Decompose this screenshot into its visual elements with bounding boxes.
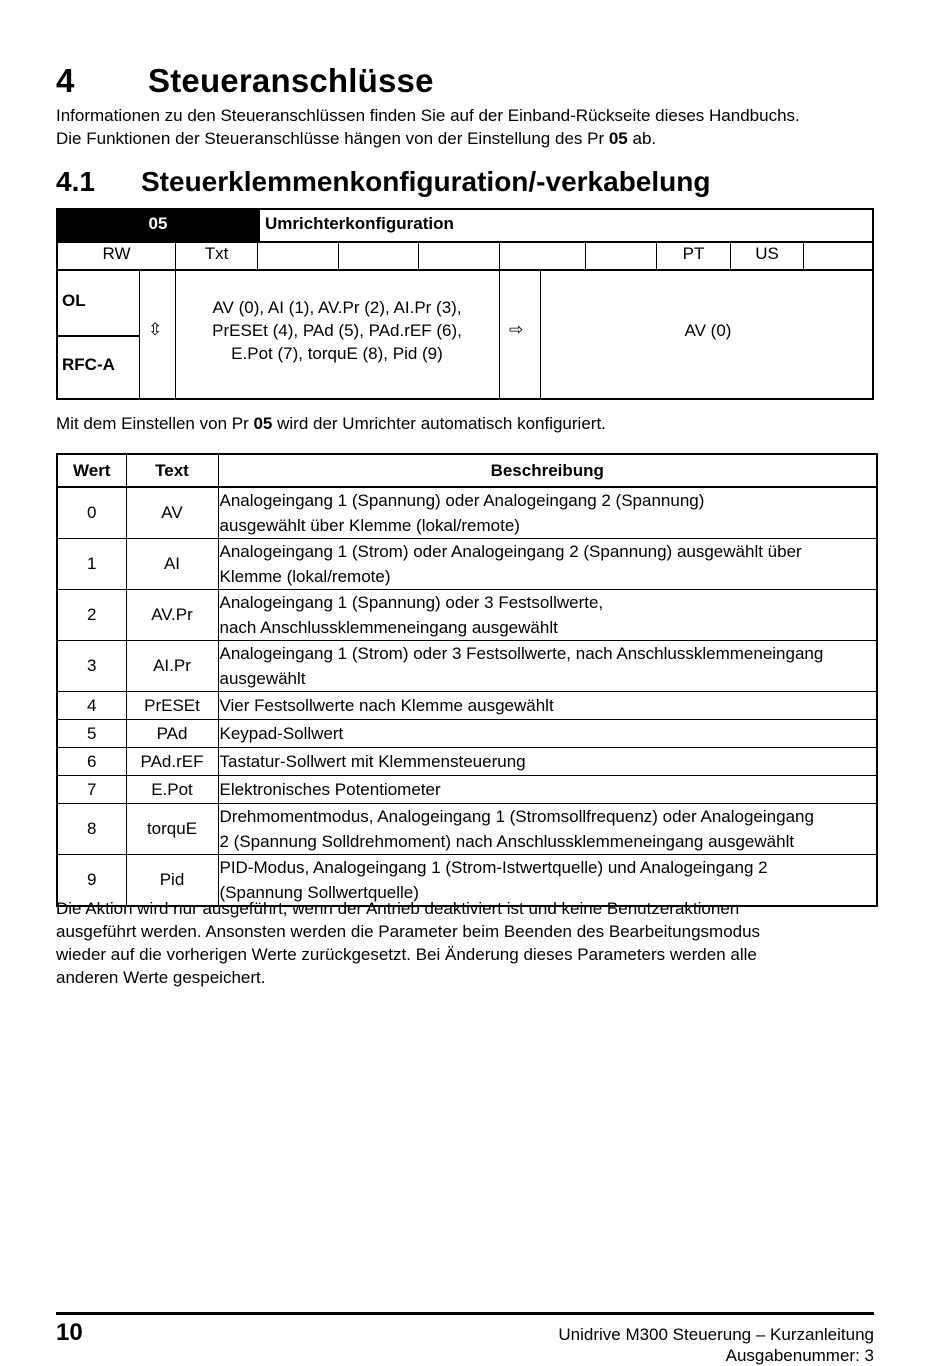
description-line: Analogeingang 1 (Strom) oder Analogeingang 2 (Spannung) ausgewählt über (219, 542, 802, 561)
section-number: 4.1 (56, 166, 95, 197)
row-description (218, 692, 877, 720)
attribute-rw: RW (58, 243, 176, 269)
attribute-empty-1 (258, 243, 339, 269)
description-line: Vier Festsollwerte nach Klemme ausgewählt (219, 696, 554, 715)
description-line: 2 (Spannung Solldrehmoment) nach Anschlussklemmeneingang ausgewählt (219, 832, 795, 851)
row-description (218, 748, 877, 776)
intro-text (56, 104, 886, 150)
row-value: 8 (57, 804, 126, 855)
parameter-box (56, 208, 874, 400)
table-row (57, 748, 877, 776)
table-header-row (57, 454, 877, 487)
row-description (218, 776, 877, 804)
row-description (218, 804, 877, 855)
table-row (57, 590, 877, 641)
description-line: Tastatur-Sollwert mit Klemmensteuerung (219, 752, 526, 771)
parameter-attributes-row (58, 243, 872, 271)
intro-param-ref: 05 (608, 129, 628, 148)
description-line: Analogeingang 1 (Strom) oder 3 Festsollwerte, nach Anschlussklemmeneingang (219, 644, 824, 663)
section-heading (56, 166, 710, 198)
attribute-us: US (731, 243, 804, 269)
parameter-default: AV (0) (684, 321, 732, 340)
table-row (57, 641, 877, 692)
table-row (57, 539, 877, 590)
row-value: 5 (57, 720, 126, 748)
attribute-pt: PT (657, 243, 731, 269)
row-text: AV (126, 487, 218, 539)
table-row (57, 776, 877, 804)
config-note-text: Mit dem Einstellen von Pr (56, 414, 254, 433)
row-value: 7 (57, 776, 126, 804)
up-down-arrow-icon: ⇳ (148, 320, 163, 339)
chapter-heading (56, 62, 434, 100)
row-text: AI.Pr (126, 641, 218, 692)
mode-ol: OL (62, 291, 86, 310)
intro-line-2-text: Die Funktionen der Steueranschlüsse hängen von der Einstellung des Pr (56, 129, 609, 148)
table-row (57, 487, 877, 539)
parameter-number: 05 (58, 210, 258, 241)
row-description (218, 720, 877, 748)
mode-divider (58, 335, 139, 337)
parameter-name: Umrichterkonfiguration (258, 210, 454, 241)
description-line: nach Anschlussklemmeneingang ausgewählt (219, 618, 558, 637)
document-title: Unidrive M300 Steuerung – Kurzanleitung (558, 1325, 874, 1344)
action-note-line-3: wieder auf die vorherigen Werte zurückgesetzt. Bei Änderung dieses Parameters werden alle (56, 945, 757, 964)
attribute-empty-5 (586, 243, 657, 269)
description-line: Keypad-Sollwert (219, 724, 344, 743)
intro-line-1: Informationen zu den Steueranschlüssen finden Sie auf der Einband-Rückseite dieses Handbuchs. (56, 106, 800, 125)
row-description (218, 641, 877, 692)
attribute-empty-4 (500, 243, 586, 269)
config-note-end: wird der Umrichter automatisch konfiguriert. (272, 414, 606, 433)
description-line: Klemme (lokal/remote) (219, 567, 391, 586)
row-text: Pid (126, 855, 218, 907)
attribute-empty-3 (419, 243, 500, 269)
table-row (57, 720, 877, 748)
row-text: E.Pot (126, 776, 218, 804)
row-description (218, 590, 877, 641)
row-value: 3 (57, 641, 126, 692)
description-line: ausgewählt (219, 669, 306, 688)
table-row (57, 692, 877, 720)
row-value: 1 (57, 539, 126, 590)
chapter-title: Steueranschlüsse (148, 62, 434, 99)
parameter-range (176, 296, 498, 365)
action-note-line-4: anderen Werte gespeichert. (56, 968, 266, 987)
action-note (56, 897, 866, 989)
description-line: Analogeingang 1 (Spannung) oder 3 Festsollwerte, (219, 593, 604, 612)
description-line: ausgewählt über Klemme (lokal/remote) (219, 516, 520, 535)
divider-line (139, 271, 140, 398)
row-description (218, 539, 877, 590)
value-table (56, 453, 878, 907)
description-line: PID-Modus, Analogeingang 1 (Strom-Istwertquelle) und Analogeingang 2 (219, 858, 768, 877)
attribute-empty-2 (339, 243, 419, 269)
range-line-1: AV (0), AI (1), AV.Pr (2), AI.Pr (3), (212, 298, 462, 317)
header-beschreibung: Beschreibung (218, 454, 877, 487)
section-title: Steuerklemmenkonfiguration/-verkabelung (141, 166, 711, 197)
footer-divider (56, 1312, 874, 1315)
row-value: 2 (57, 590, 126, 641)
row-text: AV.Pr (126, 590, 218, 641)
header-text: Text (126, 454, 218, 487)
right-arrow-icon: ⇨ (509, 320, 524, 339)
divider-line (499, 271, 500, 398)
row-value: 4 (57, 692, 126, 720)
row-description (218, 487, 877, 539)
header-wert: Wert (57, 454, 126, 487)
action-note-line-2: ausgeführt werden. Ansonsten werden die Parameter beim Beenden des Bearbeitungsmodus (56, 922, 761, 941)
intro-line-2 (56, 127, 886, 150)
intro-line-2-end: ab. (627, 129, 657, 148)
chapter-number: 4 (56, 62, 75, 99)
description-line: (Spannung Sollwertquelle) (219, 883, 419, 902)
page-number: 10 (56, 1319, 83, 1346)
parameter-range-row (58, 271, 872, 398)
description-line: Elektronisches Potentiometer (219, 780, 441, 799)
row-value: 6 (57, 748, 126, 776)
range-line-2: PrESEt (4), PAd (5), PAd.rEF (6), (212, 321, 462, 340)
description-line: Analogeingang 1 (Spannung) oder Analogeingang 2 (Spannung) (219, 491, 705, 510)
range-line-3: E.Pot (7), torquE (8), Pid (9) (231, 344, 443, 363)
divider-line (540, 271, 541, 398)
row-text: PAd.rEF (126, 748, 218, 776)
footer-info (558, 1324, 874, 1366)
row-text: PrESEt (126, 692, 218, 720)
config-note (56, 414, 606, 434)
config-note-param-ref: 05 (253, 414, 273, 433)
attribute-txt: Txt (176, 243, 258, 269)
row-value: 9 (57, 855, 126, 907)
row-value: 0 (57, 487, 126, 539)
row-text: torquE (126, 804, 218, 855)
mode-rfc-a: RFC-A (62, 355, 115, 374)
parameter-header-row (58, 210, 872, 243)
row-text: AI (126, 539, 218, 590)
row-text: PAd (126, 720, 218, 748)
attribute-empty-6 (804, 243, 872, 269)
description-line: Drehmomentmodus, Analogeingang 1 (Stromsollfrequenz) oder Analogeingang (219, 807, 814, 826)
table-row (57, 804, 877, 855)
issue-number: Ausgabenummer: 3 (725, 1346, 874, 1365)
action-note-line-1: Die Aktion wird nur ausgeführt, wenn der Antrieb deaktiviert ist und keine Benutzeraktionen (56, 899, 740, 918)
